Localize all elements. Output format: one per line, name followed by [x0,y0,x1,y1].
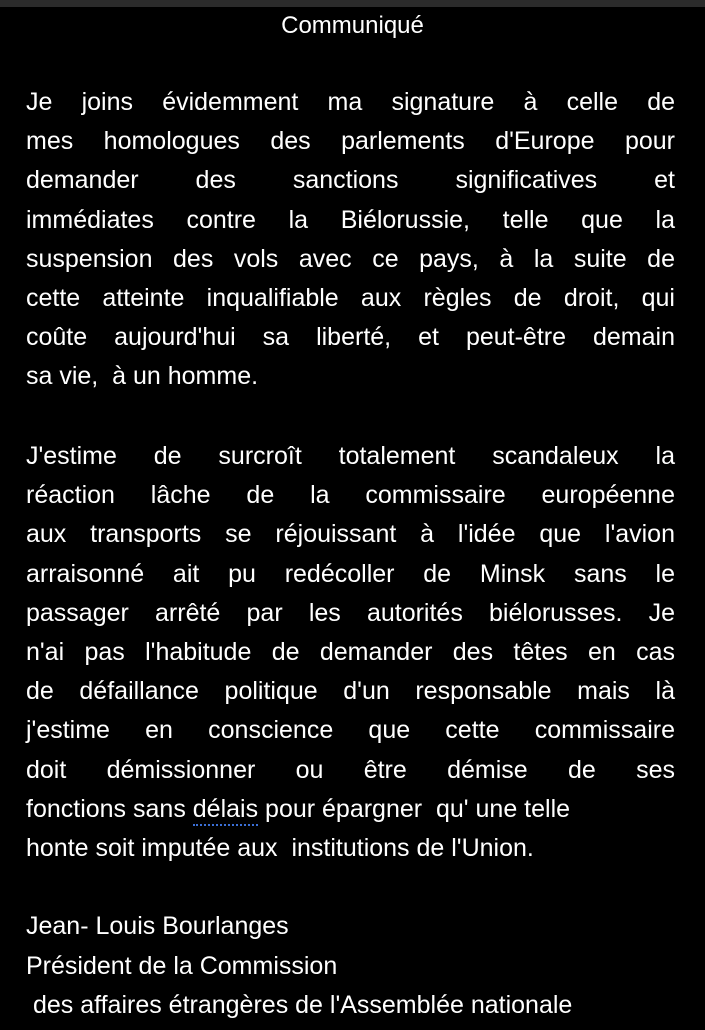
text-line: honte soit imputée aux institutions de l'Union. [26,833,534,862]
text-line: cette atteinte inqualifiable aux règles de droit, qui [26,283,675,312]
text-line [26,790,675,829]
text-line: j'estime en conscience que cette commissaire [26,716,675,745]
text-line: aux transports se réjouissant à l'idée que l'avion [26,520,675,549]
text-line: immédiates contre la Biélorussie, telle que la [26,205,675,234]
text-line: de défaillance politique d'un responsable mais là [26,677,675,706]
text-segment: pour épargner qu' une telle [258,794,571,823]
text-line: n'ai pas l'habitude de demander des têtes en cas [26,637,675,666]
text-line: sa vie, à un homme. [26,362,259,391]
text-line: Je joins évidemment ma signature à celle de [26,88,675,116]
document-title: Communiqué [281,12,424,39]
text-line: coûte aujourd'hui sa liberté, et peut-être demain [26,323,675,352]
text-line: réaction lâche de la commissaire européenne [26,481,675,510]
text-segment: fonctions sans [26,794,193,823]
signatory-role: Président de la Commission [26,951,338,980]
text-line: J'estime de surcroît totalement scandaleux la [26,442,675,470]
top-bar [0,0,705,7]
text-line: passager arrêté par les autorités biélorusses. Je [26,598,675,627]
paragraph-1 [26,83,675,397]
signatory-name: Jean- Louis Bourlanges [26,912,289,940]
text-line: arraisonné ait pu redécoller de Minsk sans le [26,559,675,588]
text-line: doit démissionner ou être démise de ses [26,755,675,784]
text-line: mes homologues des parlements d'Europe pour [26,127,675,156]
spellcheck-underlined-word: délais [193,795,258,826]
signatory-role: des affaires étrangères de l'Assemblée nationale [26,991,573,1020]
text-line: demander des sanctions significatives et [26,166,675,195]
signature-block [26,907,686,1026]
paragraph-2 [26,437,675,868]
text-line: suspension des vols avec ce pays, à la suite de [26,244,675,273]
